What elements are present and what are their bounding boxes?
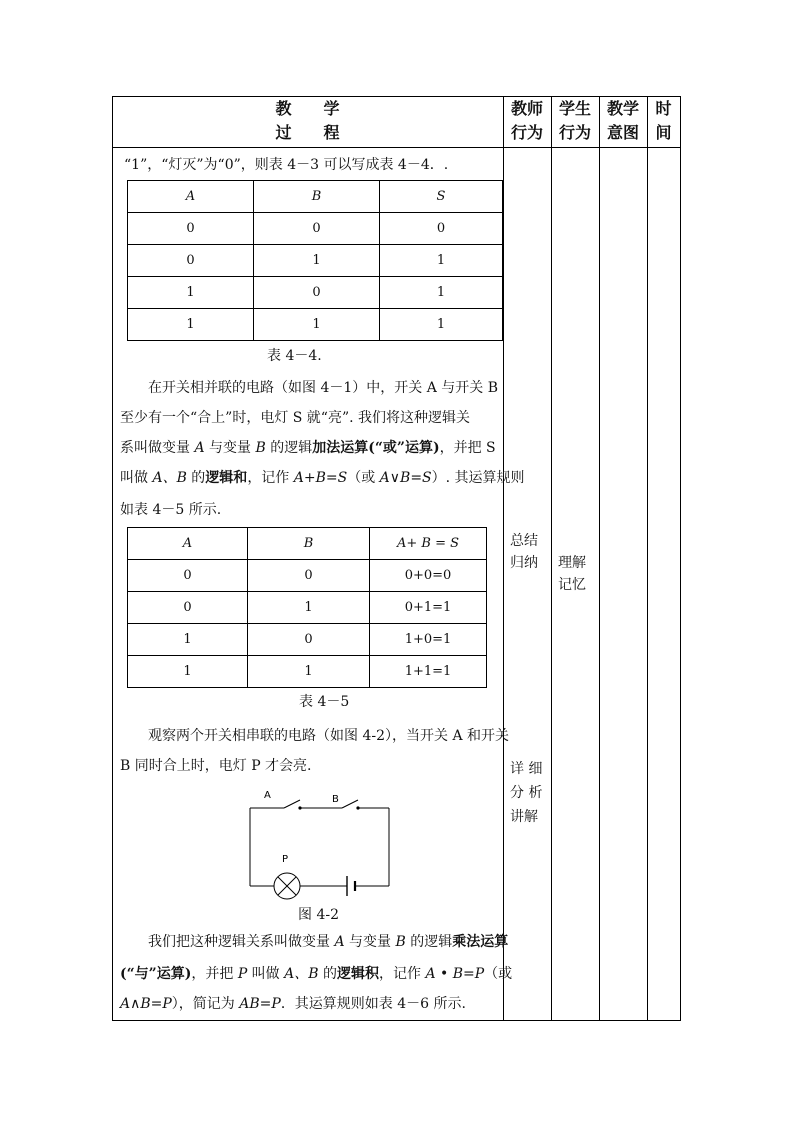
para3-text: 叫做 [247,966,285,982]
para3-text: 我们把这种逻辑关系叫做变量 [148,934,335,950]
header-student [551,97,599,145]
table-4-5 [127,527,487,688]
circuit-label-b: B [332,794,339,805]
header-student-line1: 学生 [558,99,591,118]
table45-cell: 1 [248,592,370,624]
table44-cell: 1 [380,245,503,277]
table44-cell: 1 [254,245,380,277]
para3-text: （或 [484,966,513,982]
table45-cell: 1 [248,656,370,688]
para3-var: P [237,966,248,982]
figure-caption: 图 4-2 [298,907,339,923]
student-note-line: 记忆 [558,577,586,593]
table-row [128,277,503,309]
para1-term: 加法运算(“或”运算) [312,440,440,456]
table-row [128,213,503,245]
para3-text: ．其运算规则如表 4－6 所示. [280,996,466,1012]
teacher-note-line: 讲解 [510,809,538,825]
header-intent [599,97,647,145]
para1-var: B [255,440,266,456]
table44-header-b: B [254,181,380,213]
table44-cell: 0 [254,213,380,245]
header-intent-line1: 教学 [606,99,639,118]
para1-line2: 至少有一个“合上”时，电灯 S 就“亮”. 我们将这种逻辑关 [120,410,471,426]
para3-formula: A∧B=P [120,996,172,1012]
circuit-switch-a [284,800,300,808]
frame-col1 [503,96,504,1021]
table45-cell: 1 [128,656,248,688]
para1-formula: A+B=S [293,470,348,486]
para1-var: A [194,440,205,456]
table44-cell: 0 [380,213,503,245]
teacher-note-line: 分 析 [510,785,543,801]
para3-var: A [334,934,345,950]
frame-col2 [551,96,552,1021]
circuit-switch-b [342,800,358,808]
table-4-4 [127,180,503,341]
header-process [112,97,503,145]
para1-var: A、B [152,470,187,486]
para1-text: ）. 其运算规则 [431,470,525,486]
header-teacher-line1: 教师 [510,99,543,118]
para3-line1 [148,932,508,952]
table45-cell: 1+0=1 [370,624,487,656]
table44-cell: 0 [128,213,254,245]
table44-header-s: S [380,181,503,213]
teacher-note-line: 详 细 [510,761,543,777]
para1-text: 的逻辑 [265,440,313,456]
table45-cell: 0 [248,624,370,656]
table44-caption: 表 4－4. [267,348,322,364]
para1-text: ，并把 S [439,440,496,456]
para1-text: 与变量 [204,440,256,456]
header-time [647,97,680,145]
teacher-note-summary [510,530,538,574]
para1-line1: 在开关相并联的电路（如图 4－1）中，开关 A 与开关 B [148,380,499,396]
frame-header-bottom [112,147,681,148]
header-teacher-line2: 行为 [510,123,543,142]
para3-formula: A • B=P [425,966,485,982]
table45-header-a: A [128,528,248,560]
para1-term: 逻辑和 [205,470,248,486]
series-circuit-diagram [240,782,400,907]
para3-text: 的 [318,966,337,982]
para3-text: 的逻辑 [405,934,453,950]
para1-text: 的 [186,470,206,486]
frame-col4 [647,96,648,1021]
para3-term: 乘法运算 [452,934,509,950]
table44-cell: 0 [254,277,380,309]
table44-header-a: A [128,181,254,213]
para3-line2 [120,964,512,984]
header-time-line1: 时 [655,99,672,118]
table-row [128,560,487,592]
para3-text: ），简记为 [171,996,240,1012]
table45-cell: 0+0=0 [370,560,487,592]
para3-line3 [120,994,466,1014]
header-student-line2: 行为 [558,123,591,142]
intro-line: “1”，“灯灭”为“0”，则表 4－3 可以写成表 4－4．. [124,157,449,173]
frame-col3 [599,96,600,1021]
table45-cell: 1 [128,624,248,656]
para1-line4 [120,468,525,488]
frame-left [112,96,113,1021]
teacher-note-explain [510,757,542,829]
table45-cell: 0 [248,560,370,592]
para3-text: 与变量 [344,934,396,950]
student-note-line: 理解 [558,555,586,571]
frame-right [680,96,681,1021]
circuit-label-p: P [282,854,289,865]
student-note-understand [558,552,586,596]
circuit-label-a: A [264,790,271,801]
para1-line5: 如表 4－5 所示. [120,502,222,518]
table-row [128,592,487,624]
table45-caption: 表 4－5 [299,694,350,710]
header-process-line1: 教 学 [275,99,340,118]
table44-cell: 1 [380,277,503,309]
table45-cell: 0 [128,592,248,624]
table45-cell: 0 [128,560,248,592]
table44-cell: 1 [128,277,254,309]
para2-line1: 观察两个开关相串联的电路（如图 4-2），当开关 A 和开关 [148,728,510,744]
para1-text: ，记作 [247,470,294,486]
para1-formula: A∨B=S [379,470,432,486]
para3-text: ，并把 [191,966,238,982]
para3-text: ，记作 [379,966,426,982]
para3-term: (“与”运算) [120,966,192,982]
para3-term: 逻辑积 [337,966,379,982]
para1-text: 叫做 [120,470,153,486]
table45-header-sum: A+ B = S [370,528,487,560]
table45-cell: 0+1=1 [370,592,487,624]
para1-text: （或 [347,470,380,486]
frame-bottom [112,1020,681,1021]
table-row [128,245,503,277]
table45-cell: 1+1=1 [370,656,487,688]
teacher-note-line: 总结 [510,533,538,549]
para1-text: 系叫做变量 [120,440,195,456]
table-row [128,309,503,341]
table-row [128,624,487,656]
para2-line2: B 同时合上时，电灯 P 才会亮. [120,758,312,774]
table44-cell: 0 [128,245,254,277]
table-row [128,656,487,688]
table44-cell: 1 [128,309,254,341]
table44-cell: 1 [380,309,503,341]
table44-cell: 1 [254,309,380,341]
header-teacher [503,97,551,145]
teacher-note-line: 归纳 [510,555,538,571]
para3-formula: AB=P [239,996,281,1012]
header-intent-line2: 意图 [606,123,639,142]
table45-header-b: B [248,528,370,560]
header-time-line2: 间 [655,123,672,142]
header-process-line2: 过 程 [275,123,340,142]
para3-var: A、B [284,966,319,982]
para3-var: B [395,934,406,950]
para1-line3 [120,438,496,458]
